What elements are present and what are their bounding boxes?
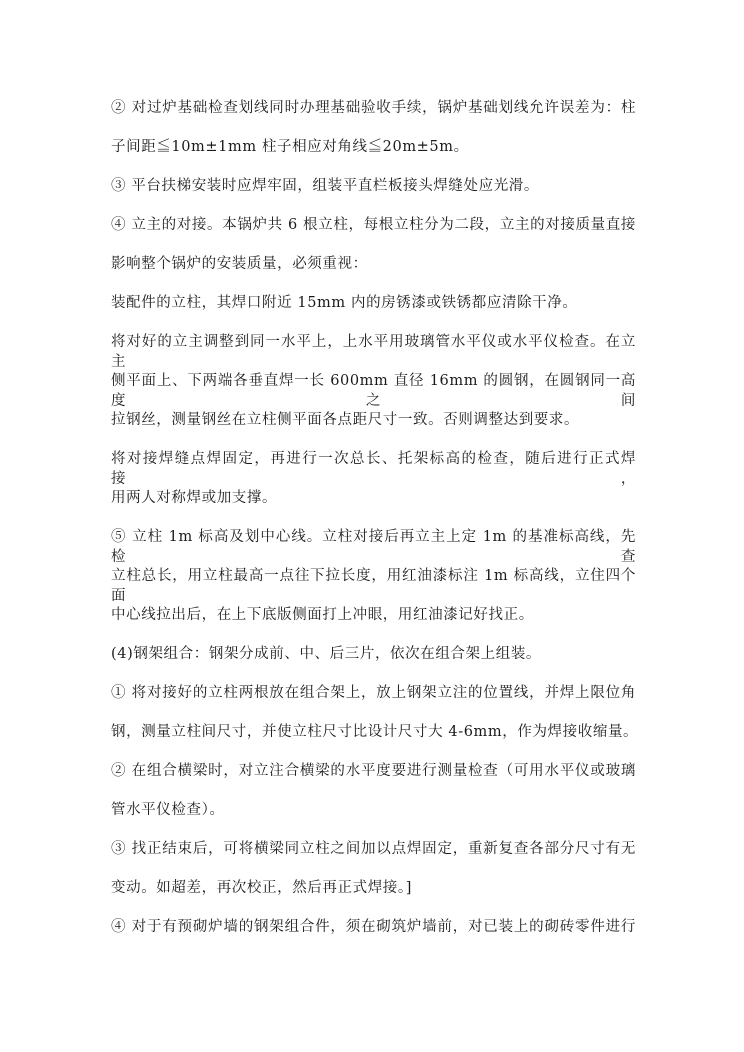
text-line: 用两人对称焊或加支撑。 (111, 490, 278, 506)
text-line: ① 将对接好的立柱两根放在组合架上，放上钢架立注的位置线，并焊上限位角 (111, 685, 636, 701)
text-line: 钢，测量立柱间尺寸，并使立柱尺寸比设计尺寸大 4-6mm，作为焊接收缩量。 (111, 724, 639, 740)
text-line: 立柱总长，用立柱最高一点往下拉长度，用红油漆标注 1m 标高线，立住四个面 (111, 568, 636, 604)
text-line: ⑤ 立柱 1m 标高及划中心线。立柱对接后再立主上定 1m 的基准标高线，先检查 (111, 529, 636, 565)
text-line: 管水平仪检查）。 (111, 802, 225, 818)
text-line: 变动。如超差，再次校正，然后再正式焊接。] (111, 880, 413, 896)
text-line: 子间距≦10m±1mm 柱子相应对角线≦20m±5m。 (111, 139, 469, 155)
text-line: ② 对过炉基础检查划线同时办理基础验收手续，锅炉基础划线允许误差为：柱 (111, 100, 636, 116)
text-line: 影响整个锅炉的安装质量，必须重视： (111, 256, 368, 272)
text-line: 拉钢丝，测量钢丝在立柱侧平面各点距尺寸一致。否则调整达到要求。 (111, 412, 580, 428)
text-line: 中心线拉出后，在上下底版侧面打上冲眼，用红油漆记好找正。 (111, 607, 534, 623)
text-line: ② 在组合横梁时，对立注合横梁的水平度要进行测量检查（可用水平仪或玻璃 (111, 763, 636, 779)
text-line: (4)钢架组合：钢架分成前、中、后三片，依次在组合架上组装。 (111, 646, 542, 662)
text-line: ④ 立主的对接。本锅炉共 6 根立柱，每根立柱分为二段，立主的对接质量直接 (111, 217, 636, 233)
text-line: ④ 对于有预砌炉墙的钢架组合件，须在砌筑炉墙前，对已装上的砌砖零件进行 (111, 919, 636, 935)
text-line: 侧平面上、下两端各垂直焊一长 600mm 直径 16mm 的圆钢，在圆钢同一高度之间 (111, 373, 636, 409)
text-line: ③ 平台扶梯安装时应焊牢固，组装平直栏板接头焊缝处应光滑。 (111, 178, 540, 194)
text-line: 装配件的立柱，其焊口附近 15mm 内的房锈漆或铁锈都应清除干净。 (111, 295, 578, 311)
text-line: ③ 找正结束后，可将横梁同立柱之间加以点焊固定，重新复查各部分尺寸有无 (111, 841, 636, 857)
text-line: 将对好的立主调整到同一水平上，上水平用玻璃管水平仪或水平仪检查。在立主 (111, 334, 636, 370)
text-line: 将对接焊缝点焊固定，再进行一次总长、托架标高的检查，随后进行正式焊接， (111, 451, 636, 487)
